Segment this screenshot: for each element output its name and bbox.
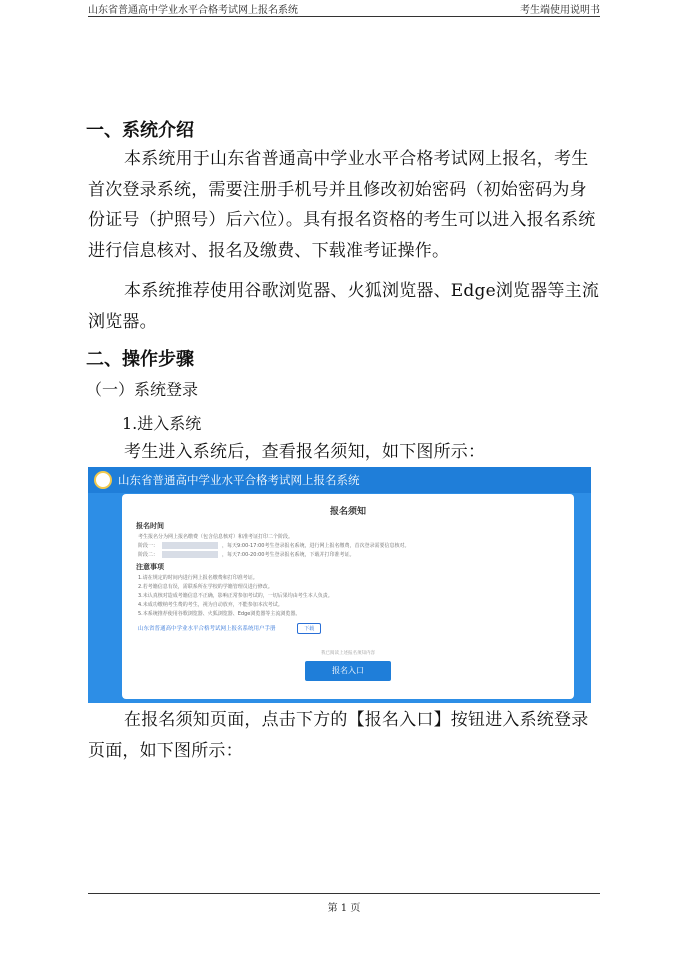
note-item: 4.未成功缴纳考生费的考生，视为自动放弃，不能参加本次考试。 bbox=[138, 602, 283, 608]
app-title-bar bbox=[88, 467, 591, 493]
step-paragraph-2: 在报名须知页面，点击下方的【报名入口】按钮进入系统登录页面，如下图所示： bbox=[88, 710, 589, 761]
note-item: 2.若考籍信息有误，需联系所在学校的学籍管理员进行修改。 bbox=[138, 584, 273, 590]
redacted-date bbox=[162, 542, 218, 549]
phase2-detail: ，每天7:00-20:00考生登录报名系统，下载并打印准考证。 bbox=[222, 552, 355, 558]
note-item: 1.请在规定的时间内进行网上报名缴费和打印准考证。 bbox=[138, 575, 258, 581]
section-title-intro: 一、系统介绍 bbox=[86, 120, 194, 141]
page-footer bbox=[88, 893, 600, 914]
note-item: 3.未认真核对造成考籍信息不正确，影响正常参加考试的，一切后果均由考生本人负责。 bbox=[138, 593, 333, 599]
user-manual-label[interactable]: 山东省普通高中学业水平合格考试网上报名系统用户手册 bbox=[138, 626, 276, 632]
download-button[interactable]: 下载 bbox=[297, 623, 321, 634]
phase2-label: 阶段二： bbox=[138, 552, 159, 558]
user-manual-link[interactable] bbox=[138, 623, 574, 634]
intro-paragraph-1: 本系统用于山东省普通高中学业水平合格考试网上报名，考生首次登录系统，需要注册手机号并且修改初始密码（初始密码为身份证号（护照号）后六位）。具有报名资格的考生可以进入报名系统进行信息核对、报名及缴费、下载准考证操作。 bbox=[88, 149, 596, 261]
step-title: 1.进入系统 bbox=[122, 414, 202, 433]
redacted-date bbox=[162, 551, 218, 558]
subsection-title-login: （一）系统登录 bbox=[86, 380, 199, 399]
system-logo-icon bbox=[94, 471, 112, 489]
header-doc-name: 考生端使用说明书 bbox=[520, 5, 600, 16]
app-title: 山东省普通高中学业水平合格考试网上报名系统 bbox=[118, 473, 360, 487]
page-header bbox=[88, 0, 600, 17]
intro-paragraph-2: 本系统推荐使用谷歌浏览器、火狐浏览器、Edge浏览器等主流浏览器。 bbox=[88, 281, 600, 332]
section-title-steps: 二、操作步骤 bbox=[86, 349, 194, 370]
header-title: 山东省普通高中学业水平合格考试网上报名系统 bbox=[88, 5, 298, 16]
screenshot-registration-notice bbox=[88, 467, 591, 703]
note-item: 5.本系统推荐使用谷歌浏览器、火狐浏览器、Edge浏览器等主流浏览器。 bbox=[138, 611, 301, 617]
phase1-label: 阶段一： bbox=[138, 543, 159, 549]
registration-entry-button[interactable]: 报名入口 bbox=[305, 661, 391, 681]
notes-heading: 注意事项 bbox=[136, 563, 164, 571]
phase1-detail: ，每天9:00-17:00考生登录报名系统，进行网上报名缴费，首次登录需要信息核对。 bbox=[222, 543, 410, 549]
time-heading: 报名时间 bbox=[136, 522, 164, 530]
page-number: 第 1 页 bbox=[327, 903, 361, 914]
notice-title: 报名须知 bbox=[329, 507, 366, 517]
step-paragraph-1: 考生进入系统后，查看报名须知，如下图所示： bbox=[124, 442, 486, 462]
confirm-note: 我已阅读上述报名须知内容 bbox=[321, 651, 375, 656]
time-line: 考生报名分为网上报名缴费（包含信息核对）和准考证打印二个阶段。 bbox=[138, 534, 294, 540]
notice-card bbox=[122, 494, 574, 699]
time-line-phase2 bbox=[138, 551, 574, 558]
time-line-phase1 bbox=[138, 542, 574, 549]
